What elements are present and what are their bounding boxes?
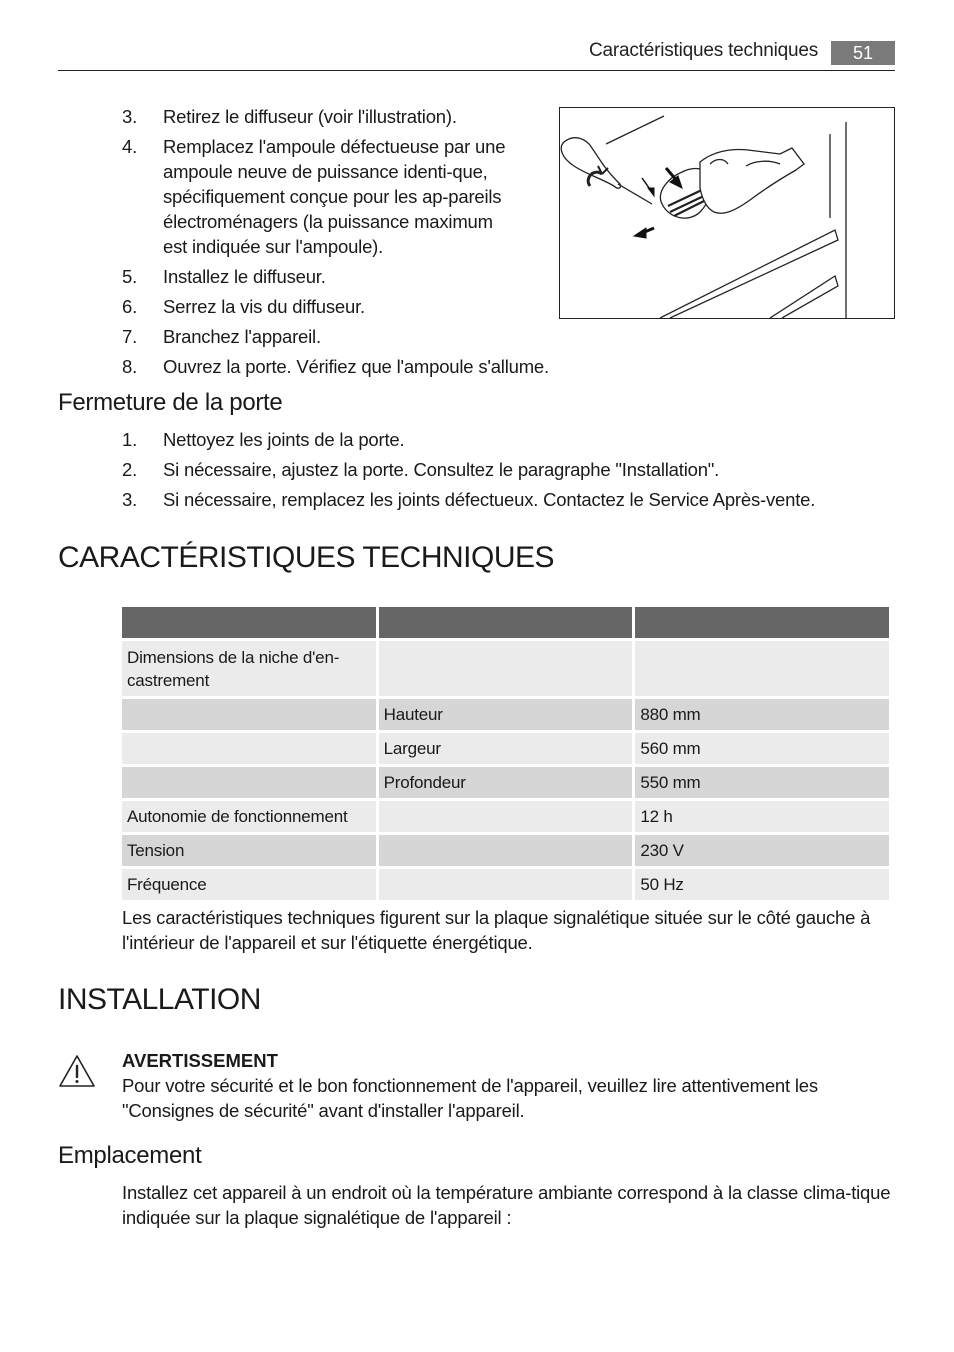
list-item: 3. Si nécessaire, remplacez les joints défectueux. Contactez le Service Après-vente. bbox=[122, 489, 816, 510]
table-cell: 50 Hz bbox=[635, 869, 889, 900]
diffuser-removal-drawing bbox=[560, 108, 894, 318]
list-item: 8. Ouvrez la porte. Vérifiez que l'ampoule s'allume. bbox=[122, 356, 549, 377]
table-row bbox=[122, 699, 889, 730]
running-header-title: Caractéristiques techniques bbox=[588, 40, 818, 61]
table-cell bbox=[379, 869, 633, 900]
table-cell bbox=[379, 835, 633, 866]
table-header-cell bbox=[635, 607, 889, 638]
table-row bbox=[122, 733, 889, 764]
table-cell: 880 mm bbox=[635, 699, 889, 730]
table-cell bbox=[635, 641, 889, 696]
table-cell: Fréquence bbox=[122, 869, 376, 900]
installation-section-heading: INSTALLATION bbox=[58, 983, 261, 1016]
list-item: 5. Installez le diffuseur. bbox=[122, 266, 326, 287]
list-item: 2. Si nécessaire, ajustez la porte. Consultez le paragraphe "Installation". bbox=[122, 459, 720, 480]
table-cell bbox=[379, 641, 633, 696]
table-cell: Largeur bbox=[379, 733, 633, 764]
list-item: 4. Remplacez l'ampoule défectueuse par une ampoule neuve de puissance identi-que, spécifiquement conçue pour les ap-pareils électroménagers (la puissance maximum est indiquée sur l'ampoule). bbox=[122, 136, 506, 257]
table-header-cell bbox=[379, 607, 633, 638]
table-cell: 550 mm bbox=[635, 767, 889, 798]
tech-specs-table bbox=[119, 604, 892, 903]
table-row bbox=[122, 641, 889, 696]
table-cell: Tension bbox=[122, 835, 376, 866]
tech-note-paragraph: Les caractéristiques techniques figurent sur la plaque signalétique située sur le côté gauche à l'intérieur de l'appareil et sur l'étiquette énergétique. bbox=[122, 907, 871, 953]
table-row bbox=[122, 835, 889, 866]
table-cell: Autonomie de fonctionnement bbox=[122, 801, 376, 832]
table-cell: Profondeur bbox=[379, 767, 633, 798]
warning-triangle-icon bbox=[58, 1054, 96, 1088]
table-cell: 230 V bbox=[635, 835, 889, 866]
table-cell: Dimensions de la niche d'en-castrement bbox=[122, 641, 376, 696]
table-cell bbox=[379, 801, 633, 832]
table-row bbox=[122, 767, 889, 798]
warning-title: AVERTISSEMENT bbox=[122, 1050, 278, 1071]
door-section-heading: Fermeture de la porte bbox=[58, 389, 283, 416]
table-cell: 12 h bbox=[635, 801, 889, 832]
door-steps-list bbox=[122, 427, 815, 517]
lamp-steps-list bbox=[122, 104, 549, 384]
table-row bbox=[122, 801, 889, 832]
table-header-row bbox=[122, 607, 889, 638]
header-rule bbox=[58, 70, 895, 71]
page-number: 51 bbox=[831, 41, 895, 65]
list-item: 6. Serrez la vis du diffuseur. bbox=[122, 296, 365, 317]
table-row bbox=[122, 869, 889, 900]
list-item: 7. Branchez l'appareil. bbox=[122, 326, 321, 347]
tech-section-heading: CARACTÉRISTIQUES TECHNIQUES bbox=[58, 541, 555, 574]
table-header-cell bbox=[122, 607, 376, 638]
table-cell: Hauteur bbox=[379, 699, 633, 730]
list-item: 1. Nettoyez les joints de la porte. bbox=[122, 429, 405, 450]
warning-text: Pour votre sécurité et le bon fonctionnement de l'appareil, veuillez lire attentivement les "Consignes de sécurité" avant d'installer l'appareil. bbox=[122, 1075, 818, 1121]
list-item: 3. Retirez le diffuseur (voir l'illustration). bbox=[122, 106, 457, 127]
table-cell bbox=[122, 767, 376, 798]
table-cell: 560 mm bbox=[635, 733, 889, 764]
location-heading: Emplacement bbox=[58, 1142, 202, 1169]
table-cell bbox=[122, 699, 376, 730]
diffuser-illustration bbox=[559, 107, 895, 319]
location-paragraph: Installez cet appareil à un endroit où la température ambiante correspond à la classe clima-tique indiquée sur la plaque signalétique de l'appareil : bbox=[122, 1182, 891, 1228]
table-cell bbox=[122, 733, 376, 764]
